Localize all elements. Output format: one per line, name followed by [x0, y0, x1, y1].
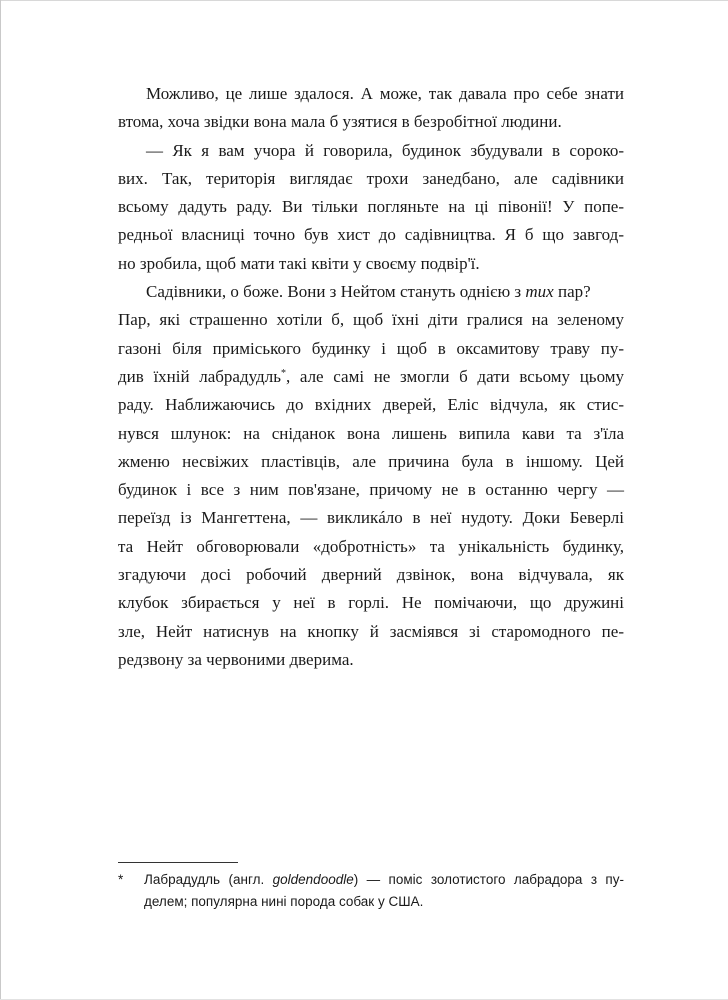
text-line: редньої власниці точно був хист до садівництва. Я б що завгод- — [118, 225, 624, 245]
text-line: клубок збирається у неї в горлі. Не помічаючи, що дружині — [118, 593, 624, 613]
footnote-reference[interactable]: * — [280, 367, 286, 379]
footnote — [118, 869, 624, 913]
text-line: Пар, які страшенно хотіли б, щоб їхні діти гралися на зеленому — [118, 310, 624, 330]
text-line: жменю несвіжих пластівців, але причина була в іншому. Цей — [118, 451, 624, 471]
text-line: всьому дадуть раду. Ви тільки погляньте на ці півонії! У попе- — [118, 197, 624, 217]
text-run: Лабрадудль (англ. — [144, 872, 273, 887]
text-line — [118, 278, 624, 306]
italic-word: тих — [525, 282, 554, 302]
text-line: но зробила, щоб мати такі квіти у своєму подвір'ї. — [118, 253, 480, 273]
text-run: Садівники, о боже. Вони з Нейтом стануть однією з — [146, 282, 526, 302]
footnote-line: делем; популярна нині порода собак у США. — [144, 894, 424, 909]
footnote-mark: * — [118, 872, 124, 887]
page-edge-left — [0, 0, 1, 1000]
text-line — [118, 363, 624, 391]
text-run: ) — поміс золотистого лабрадора з пу- — [353, 872, 624, 887]
text-run: див їхній лабрадудль — [118, 366, 281, 386]
footnote-line — [144, 869, 624, 891]
text-line: Можливо, це лише здалося. А може, так давала про себе знати — [146, 84, 624, 103]
text-line: та Нейт обговорювали «добротність» та унікальність будинку, — [118, 536, 624, 556]
text-line: нувся шлунок: на сніданок вона лишень випила кави та з'їла — [118, 423, 624, 443]
page-edge-top — [0, 0, 728, 1]
text-line: раду. Наближаючись до вхідних дверей, Еліс відчула, як стис- — [118, 395, 624, 415]
body-text — [118, 80, 624, 674]
text-line: будинок і все з ним пов'язане, причому не в останню чергу — — [118, 480, 624, 500]
text-line: втома, хоча звідки вона мала б узятися в безробітної людини. — [118, 112, 562, 132]
text-line: зле, Нейт натиснув на кнопку й засміявся зі старомодного пе- — [118, 621, 624, 641]
text-run: , але самі не змогли б дати всьому цьому — [285, 366, 624, 386]
text-line: редзвону за червоними дверима. — [118, 649, 354, 669]
text-run: пар? — [553, 282, 591, 302]
text-line: вих. Так, територія виглядає трохи занедбано, але садівники — [118, 168, 624, 188]
text-line: переїзд із Мангеттена, — викликáло в неї нудоту. Доки Беверлі — [118, 508, 624, 528]
italic-word: goldendoodle — [272, 872, 354, 887]
footnote-divider — [118, 862, 238, 863]
text-line: газоні біля приміського будинку і щоб в оксамитову траву пу- — [118, 338, 624, 358]
text-line: згадуючи досі робочий дверний дзвінок, вона відчувала, як — [118, 565, 624, 585]
text-line: — Як я вам учора й говорила, будинок збудували в сороко- — [146, 140, 624, 160]
